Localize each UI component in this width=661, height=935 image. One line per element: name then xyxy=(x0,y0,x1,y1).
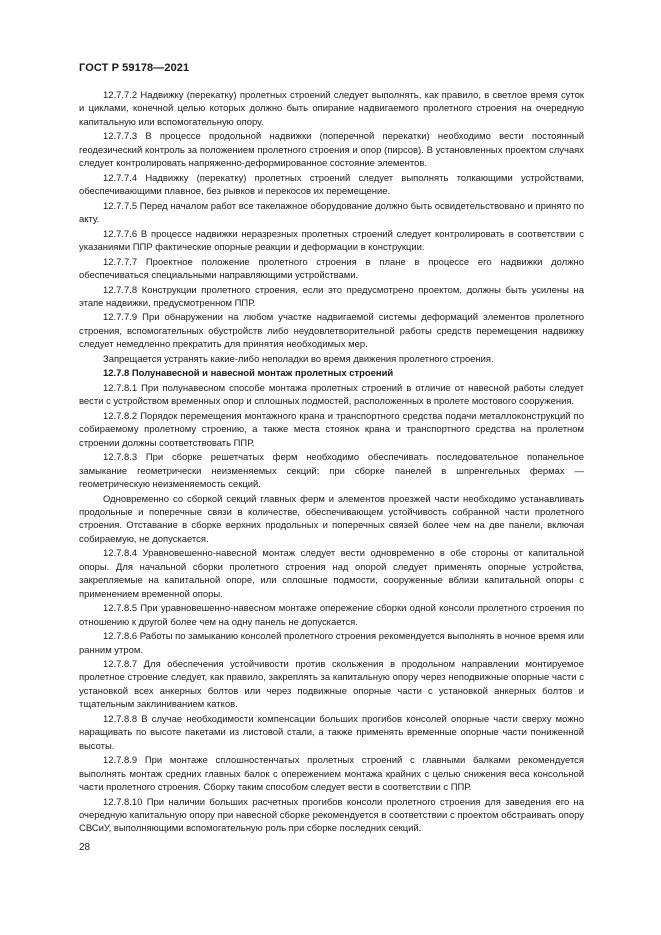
paragraph: Одновременно со сборкой секций главных ферм и элементов проезжей части необходимо устанавливать продольные и поперечные связи в количестве, обеспечивающем устойчивость собранной части пролетного строения. Отставание в сборке верхних продольных и поперечных связей более чем на две панели, включая собираемую, не допускается. xyxy=(79,493,584,545)
paragraph: 12.7.8.2 Порядок перемещения монтажного крана и транспортного средства подачи металлоконструкций по собираемому пролетному строению, а также места стоянок крана и транспортного средства на пролетном строении должны соответствовать ППР. xyxy=(79,410,584,449)
paragraph: 12.7.8.5 При уравновешенно-навесном монтаже опережение сборки одной консоли пролетного строения по отношению к другой более чем на одну панель не допускается. xyxy=(79,603,584,628)
paragraph: 12.7.7.7 Проектное положение пролетного строения в плане в процессе его надвижки должно обеспечиваться специальными направляющими устройствами. xyxy=(79,256,584,281)
paragraph: 12.7.7.2 Надвижку (перекатку) пролетных строений следует выполнять, как правило, в светлое время суток и циклами, конечной целью которых должно быть опирание надвигаемого пролетного строения на очередную капитальную или вспомогательную опору. xyxy=(79,90,584,128)
section-heading: 12.7.8 Полунавесной и навесной монтаж пролетных строений xyxy=(103,368,394,380)
paragraph: 12.7.8.1 При полунавесном способе монтажа пролетных строений в отличие от навесной работы следует вести с устройством временных опор и сплошных подмостей, расположенных в пролете мостового сооружения. xyxy=(79,382,584,408)
paragraph: 12.7.7.6 В процессе надвижки неразрезных пролетных строений следует контролировать в соответствии с указаниями ППР фактические опорные реакции и деформации в конструкции. xyxy=(79,228,584,254)
paragraph: 12.7.7.8 Конструкции пролетного строения, если это предусмотрено проектом, должны быть усилены на этапе надвижки, предусмотренном ППР. xyxy=(79,284,584,309)
paragraph: 12.7.8.4 Уравновешенно-навесной монтаж следует вести одновременно в обе стороны от капитальной опоры. Для начальной сборки пролетного строения над опорой следует применять опорные устройства, закрепляемые на капитальной опоре, или сплошные подмости, сооруженные вблизи капитальной опоры с применением временной опоры. xyxy=(79,548,584,600)
document-header: ГОСТ Р 59178—2021 xyxy=(79,62,190,74)
paragraph: 12.7.8.6 Работы по замыканию консолей пролетного строения рекомендуется выполнять в ночное время или ранним утром. xyxy=(79,631,584,656)
paragraph: 12.7.8.7 Для обеспечения устойчивости против скольжения в продольном направлении монтируемое пролетное строение следует, как правило, закреплять за капитальную опору через неподвижные опорные части с установкой всех анкерных болтов или через подвижные опорные части с установкой анкерных болтов и тщательным заклиниванием катков. xyxy=(79,659,584,711)
paragraph: 12.7.8.3 При сборке решетчатых ферм необходимо обеспечивать последовательное попанельное замыкание геометрически неизменяемых секций; при сборке панелей в шпренгельных фермах — геометрическую неизменяемость секций. xyxy=(79,452,584,491)
paragraph: 12.7.7.9 При обнаружении на любом участке надвигаемой системы деформаций элементов пролетного строения, вспомогательных обустройств либо неудовлетворительной работы средств перемещения надвижку следует немедленно прекратить для принятия необходимых мер. xyxy=(79,312,584,351)
paragraph: 12.7.8.9 При монтаже сплошностенчатых пролетных строений с главными балками рекомендуется выполнять монтаж средних главных балок с опережением монтажа крайних с целью снижения веса консольной части пролетного строения. Сборку таким способом следует вести в соответствии с ППР. xyxy=(79,755,584,793)
paragraph: 12.7.7.5 Перед началом работ все такелажное оборудование должно быть освидетельствовано и принято по акту. xyxy=(79,200,584,226)
page-number: 28 xyxy=(79,842,91,853)
document-body xyxy=(79,89,584,837)
paragraph: 12.7.7.4 Надвижку (перекатку) пролетных строений следует выполнять толкающими устройствами, обеспечивающими плавное, без рывков и перекосов их перемещение. xyxy=(79,172,584,198)
paragraph: 12.7.7.3 В процессе продольной надвижки (поперечной перекатки) необходимо вести постоянный геодезический контроль за положением пролетного строения и опор (пирсов). В установленных проектом случаях следует контролировать напряженно-деформированное состояние элементов. xyxy=(79,131,584,170)
paragraph: Запрещается устранять какие-либо неполадки во время движения пролетного строения. xyxy=(103,353,494,365)
paragraph: 12.7.8.10 При наличии больших расчетных прогибов консоли пролетного строения для заведения его на очередную капитальную опору при навесной сборке рекомендуется в соответствии с проектом обстраивать опору СВСиУ, выполняющими вспомогательную роль при сборке последних секций. xyxy=(79,796,584,835)
paragraph: 12.7.8.8 В случае необходимости компенсации больших прогибов консолей опорные части сверху можно наращивать по высоте пакетами из листовой стали, а также применять временные опорные части пониженной высоты. xyxy=(79,713,584,752)
